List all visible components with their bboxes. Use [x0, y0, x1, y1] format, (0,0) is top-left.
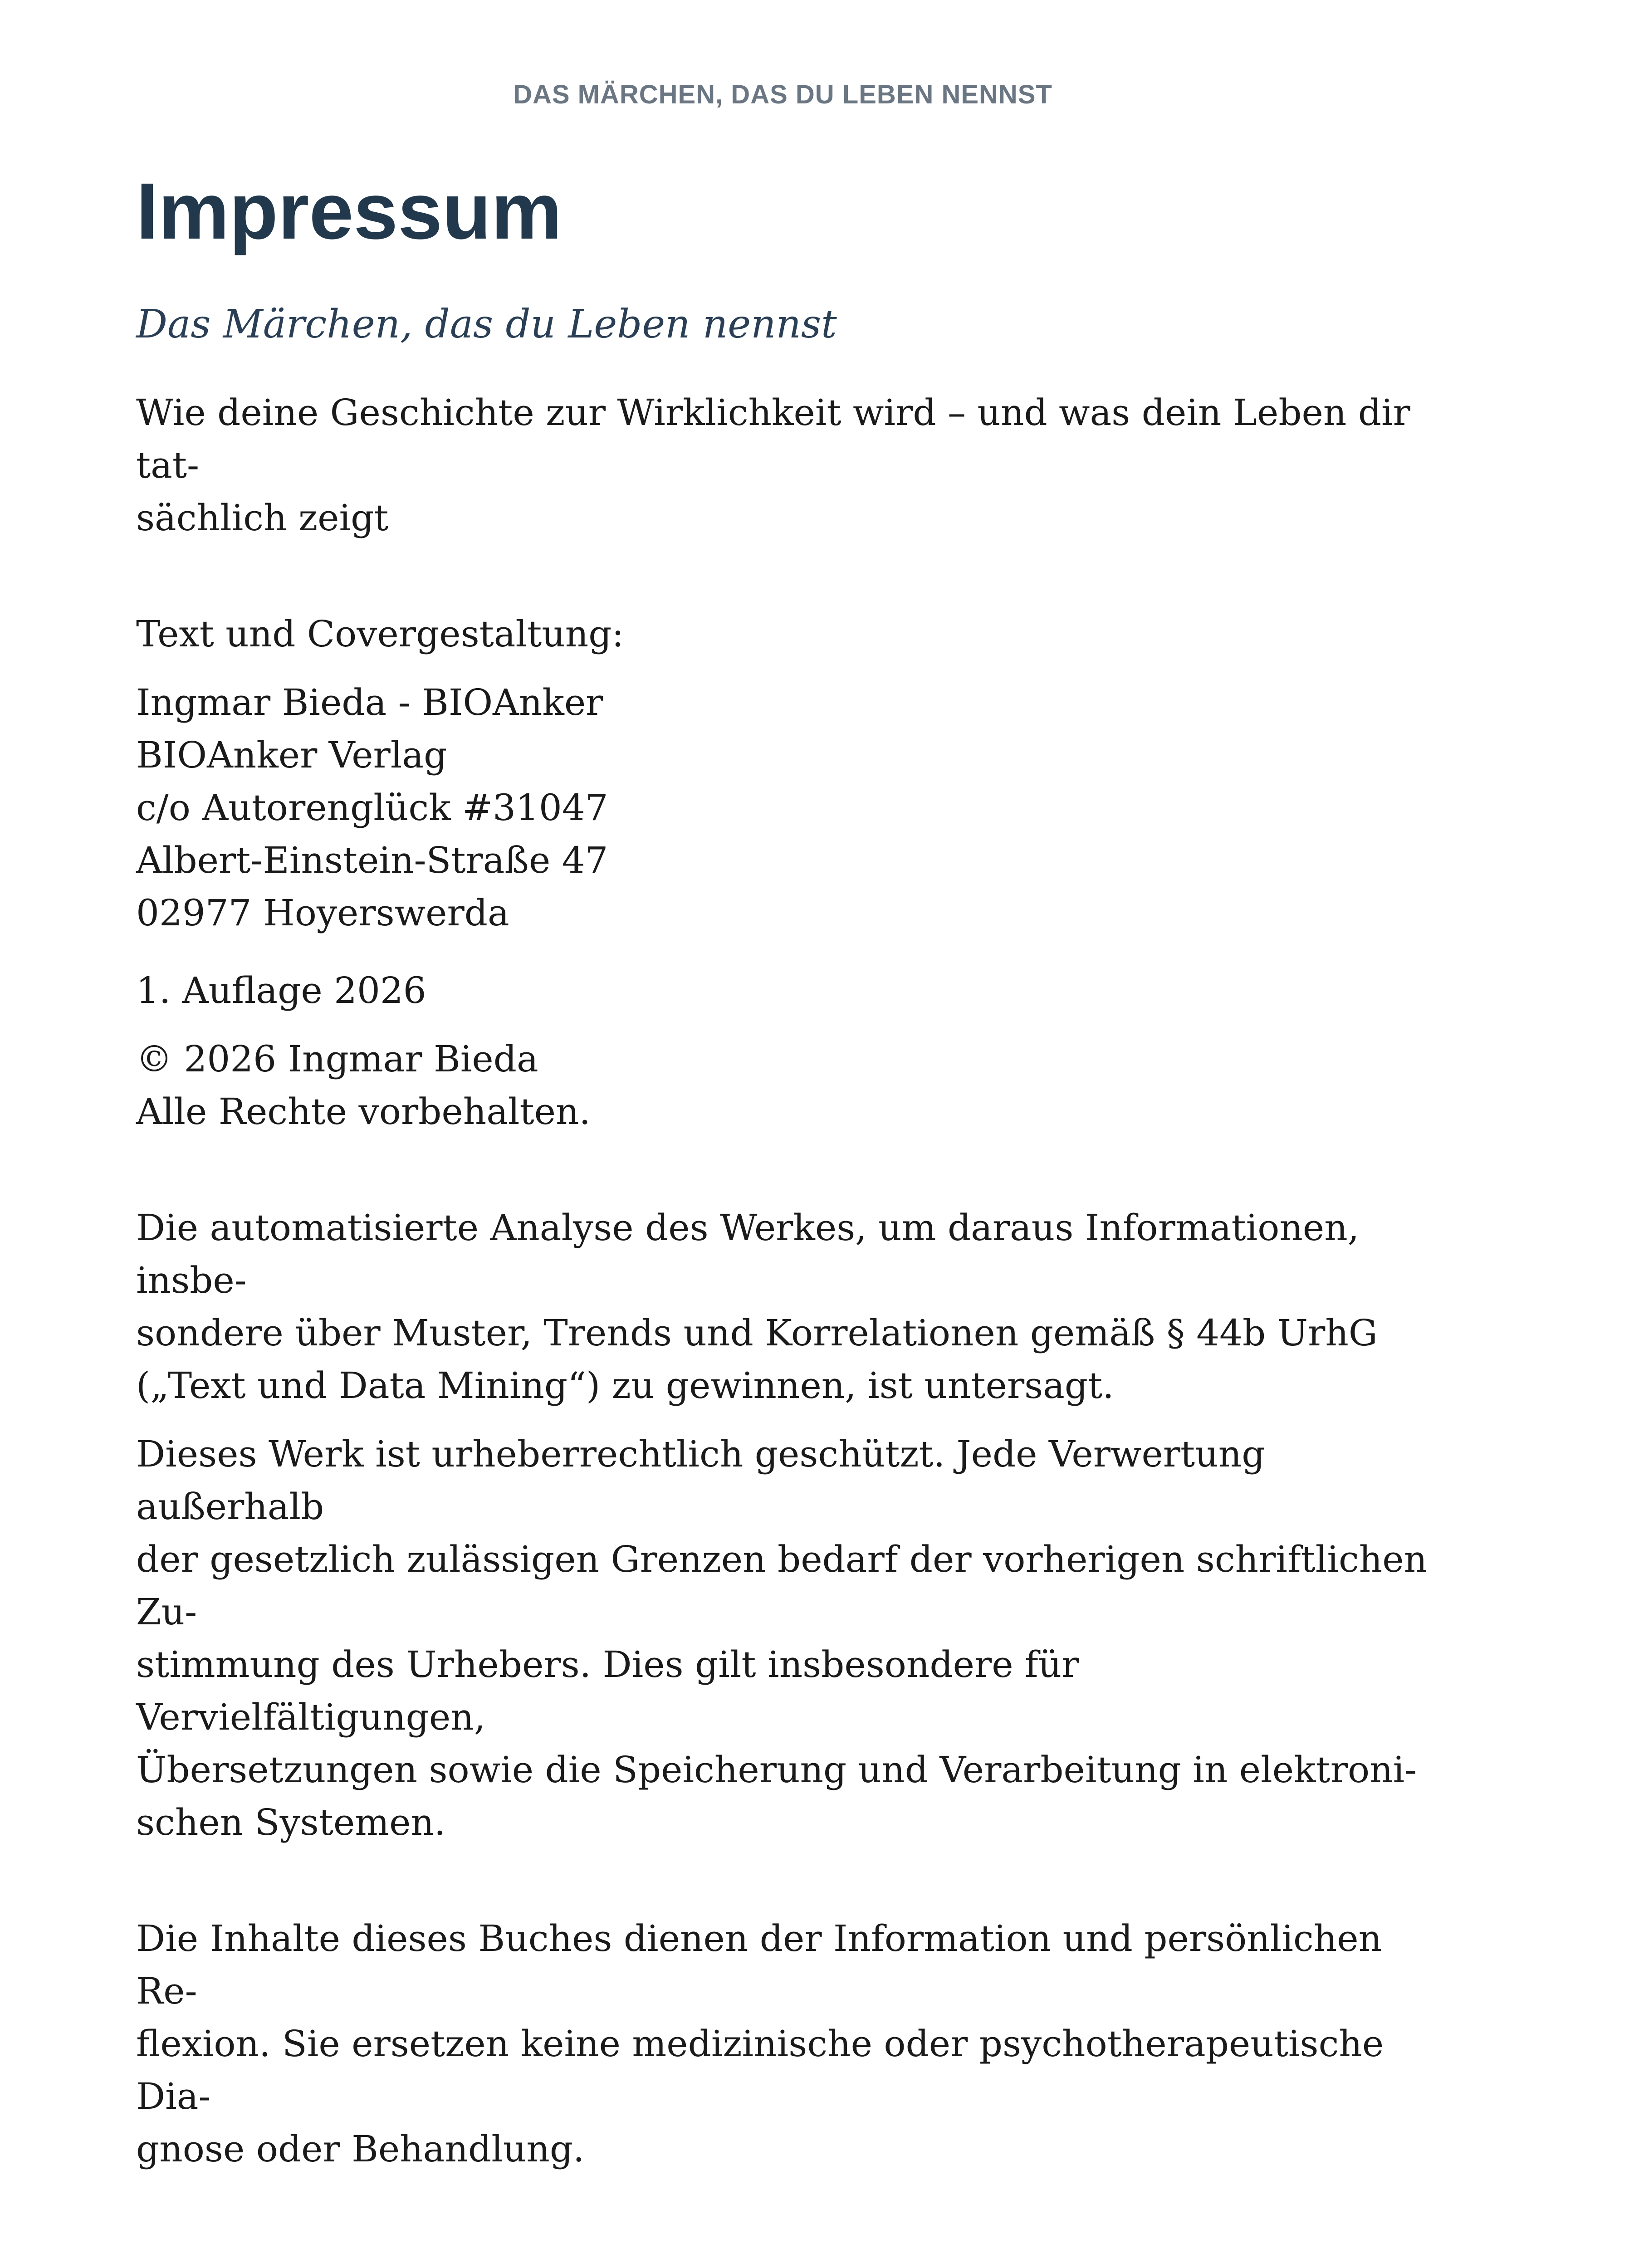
copyright-block — [136, 1033, 1429, 1138]
running-header: DAS MÄRCHEN, DAS DU LEBEN NENNST — [513, 80, 1052, 109]
copyright-line: Alle Rechte vorbehalten. — [136, 1090, 591, 1133]
disclaimer — [136, 1912, 1429, 2175]
copyright-notice-line: schen Systemen. — [136, 1801, 446, 1843]
tagline-line: Wie deine Geschichte zur Wirklichkeit wird – und was dein Leben dir tat- — [136, 391, 1410, 486]
copyright-notice-line: Übersetzungen sowie die Speicherung und Verarbeitung in elektroni- — [136, 1748, 1417, 1791]
copyright-line: © 2026 Ingmar Bieda — [136, 1037, 538, 1080]
disclaimer-line: flexion. Sie ersetzen keine medizinische oder psychotherapeutische Dia- — [136, 2022, 1384, 2117]
edition: 1. Auflage 2026 — [136, 969, 426, 1012]
tdm-notice-line: Die automatisierte Analyse des Werkes, um daraus Informationen, insbe- — [136, 1206, 1360, 1301]
tdm-notice-line: („Text und Data Mining“) zu gewinnen, ist untersagt. — [136, 1364, 1114, 1407]
page-content — [136, 168, 1429, 2175]
tdm-notice-line: sondere über Muster, Trends und Korrelationen gemäß § 44b UrhG — [136, 1311, 1378, 1354]
copyright-notice — [136, 1428, 1429, 1849]
copyright-notice-line: Dieses Werk ist urheberrechtlich geschützt. Jede Verwertung außerhalb — [136, 1432, 1265, 1528]
address-line: 02977 Hoyerswerda — [136, 891, 509, 934]
publisher-address — [136, 676, 1429, 939]
copyright-notice-line: der gesetzlich zulässigen Grenzen bedarf der vorherigen schriftlichen Zu- — [136, 1538, 1428, 1633]
address-line: Ingmar Bieda - BIOAnker — [136, 681, 603, 723]
address-line: BIOAnker Verlag — [136, 733, 447, 776]
disclaimer-line: gnose oder Behandlung. — [136, 2127, 585, 2170]
page-title: Impressum — [136, 167, 563, 256]
tdm-notice — [136, 1202, 1429, 1412]
disclaimer-line: Die Inhalte dieses Buches dienen der Information und persönlichen Re- — [136, 1917, 1382, 2012]
credits-label: Text und Covergestaltung: — [136, 612, 624, 655]
book-title: Das Märchen, das du Leben nennst — [136, 301, 837, 347]
copyright-notice-line: stimmung des Urhebers. Dies gilt insbesondere für Vervielfältigungen, — [136, 1643, 1079, 1738]
tagline-line: sächlich zeigt — [136, 496, 389, 539]
tagline — [136, 386, 1429, 544]
address-line: c/o Autorenglück #31047 — [136, 786, 608, 829]
address-line: Albert-Einstein-Straße 47 — [136, 839, 608, 881]
